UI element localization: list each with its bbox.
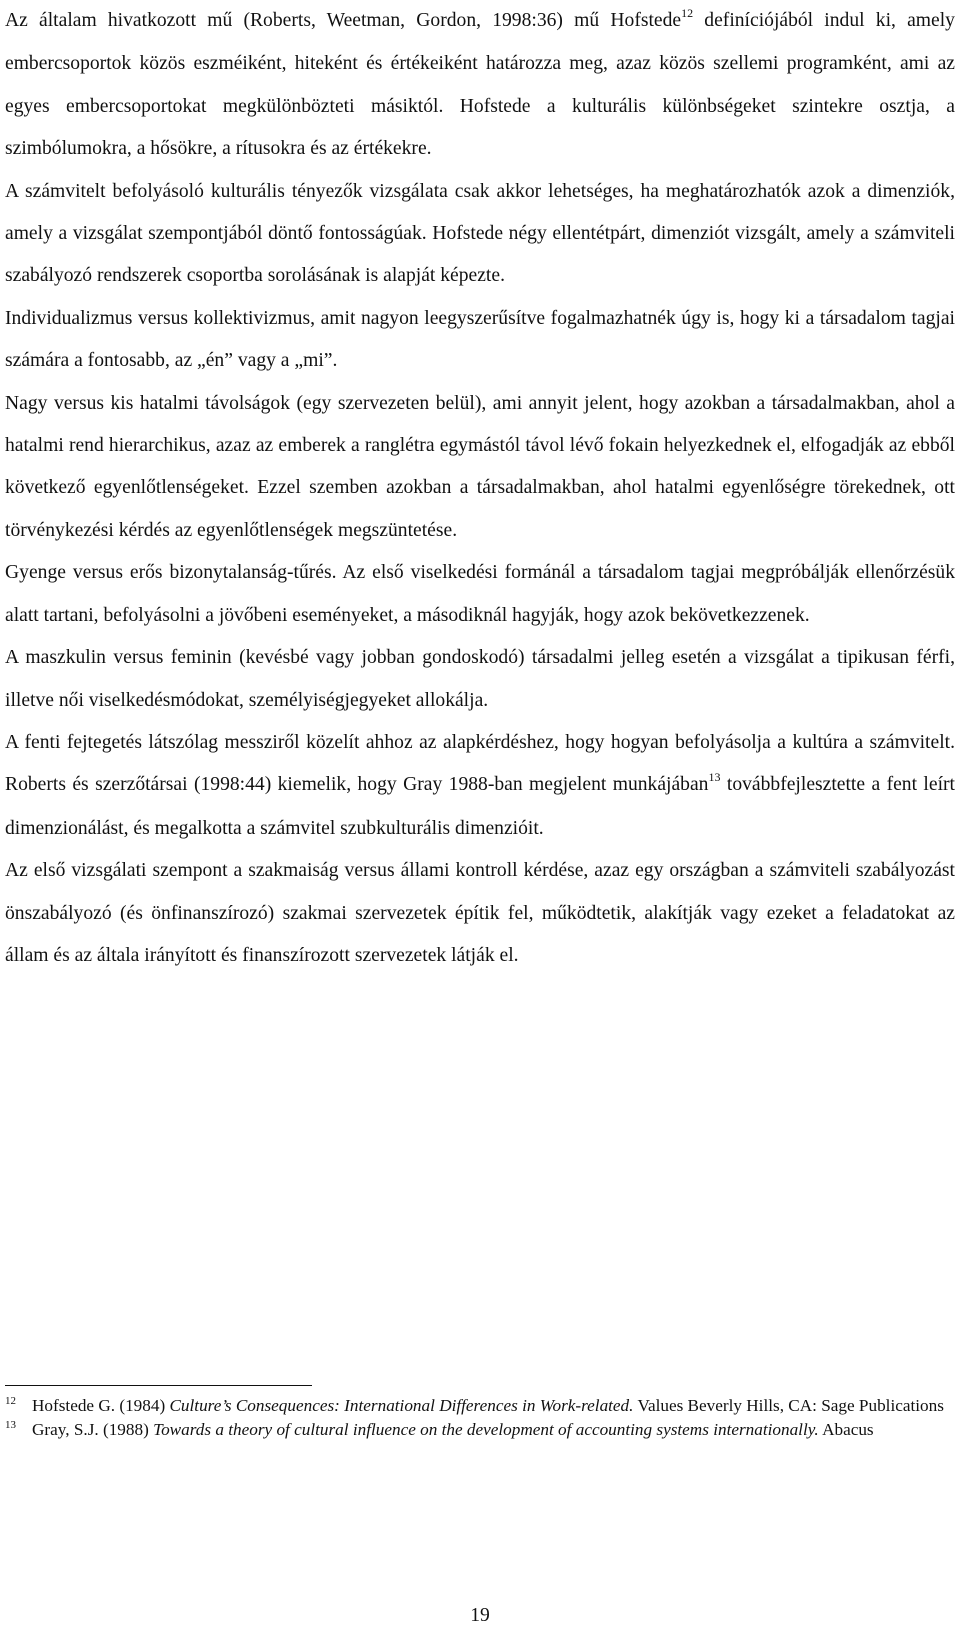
footnote-number: 13 [5,1419,16,1431]
footnote-12: $^{12}$ Hofstede G. (1984) Culture’s Consequences: International Differences in Work-related. Values Beverly Hills, CA: Sage Publications [5,1395,944,1415]
footnote-ref-13[interactable]: 13 [708,770,721,785]
paragraph-power-distance: Nagy versus kis hatalmi távolságok (egy szervezeten belül), ami annyit jelent, hogy azokban a társadalmakban, ahol a hatalmi rend hierarchikus, azaz az emberek a ranglétra egymástól távol lévő fokain helyezkednek el, elfogadják az ebből következő egyenlőtlenségeket. Ezzel szemben azokban a társadalmakban, ahol hatalmi egyenlőségre törekednek, ott törvénykezési kérdés az egyenlőtlenségek megszüntetése. [5,392,955,541]
footnote-ref-12[interactable]: 12 [681,6,694,20]
footnote-13: $^{13}$ Gray, S.J. (1988) Towards a theory of cultural influence on the development of accounting systems internationally. Abacus [5,1419,874,1439]
footnote-number: 12 [5,1395,16,1407]
body-text [5,0,955,977]
footnote-title: Culture’s Consequences: International Differences in Work-related. [169,1396,634,1415]
paragraph-masculinity: A maszkulin versus feminin (kevésbé vagy jobban gondoskodó) társadalmi jelleg esetén a vizsgálat a tipikusan férfi, illetve női viselkedésmódokat, személyiségjegyeket allokálja. [5,647,955,711]
paragraph-dimensions: A számvitelt befolyásoló kulturális tényezők vizsgálata csak akkor lehetséges, ha meghatározhatók azok a dimenziók, amely a vizsgálat szempontjából döntő fontosságúak. Hofstede négy ellentétpárt, dimenziót vizsgált, amely a számviteli szabályozó rendszerek csoportba sorolásának is alapját képezte. [5,180,955,287]
paragraph-professionalism: Az első vizsgálati szempont a szakmaiság versus állami kontroll kérdése, azaz egy országban a számviteli szabályozást önszabályozó (és önfinanszírozó) szakmai szervezetek építik fel, működtetik, alakítják vagy ezeket a feladatokat az állam és az általa irányított és finanszírozott szervezetek látják el. [5,860,955,966]
footnote-title: Towards a theory of cultural influence on the development of accounting systems internationally. [153,1420,819,1439]
paragraph-individualism: Individualizmus versus kollektivizmus, amit nagyon leegyszerűsítve fogalmazhatnék úgy is, hogy ki a társadalom tagjai számára a fontosabb, az „én” vagy a „mi”. [5,307,955,372]
page-number: 19 [470,1605,490,1626]
paragraph-hofstede-definition: Az általam hivatkozott mű (Roberts, Weetman, Gordon, 1998:36) mű Hofstede$^{12}$ definíciójából indul ki, amely embercsoportok közös eszméiként, hiteként és értékeiként határozza meg, azaz közös szellemi programként, ami az egyes embercsoportokat megkülönbözteti másiktól. Hofstede a kulturális különbségeket szintekre osztja, a szimbólumokra, a hősökre, a rítusokra és az értékekre. [5,6,955,160]
footnote-divider [5,1385,312,1386]
paragraph-uncertainty-avoidance: Gyenge versus erős bizonytalanság-tűrés. Az első viselkedési formánál a társadalom tagjai megpróbálják ellenőrzésük alatt tartani, befolyásolni a jövőbeni eseményeket, a másodiknál hagyják, hogy azok bekövetkezzenek. [5,562,955,626]
paragraph-gray: A fenti fejtegetés látszólag messziről közelít ahhoz az alapkérdéshez, hogy hogyan befolyásolja a kultúra a számvitelt. Roberts és szerzőtársai (1998:44) kiemelik, hogy Gray 1988-ban megjelent munkájában$^{13}$ továbbfejlesztette a fent leírt dimenzionálást, és megalkotta a számvitel szubkulturális dimenzióit. [5,731,955,839]
footnotes [5,1395,955,1443]
